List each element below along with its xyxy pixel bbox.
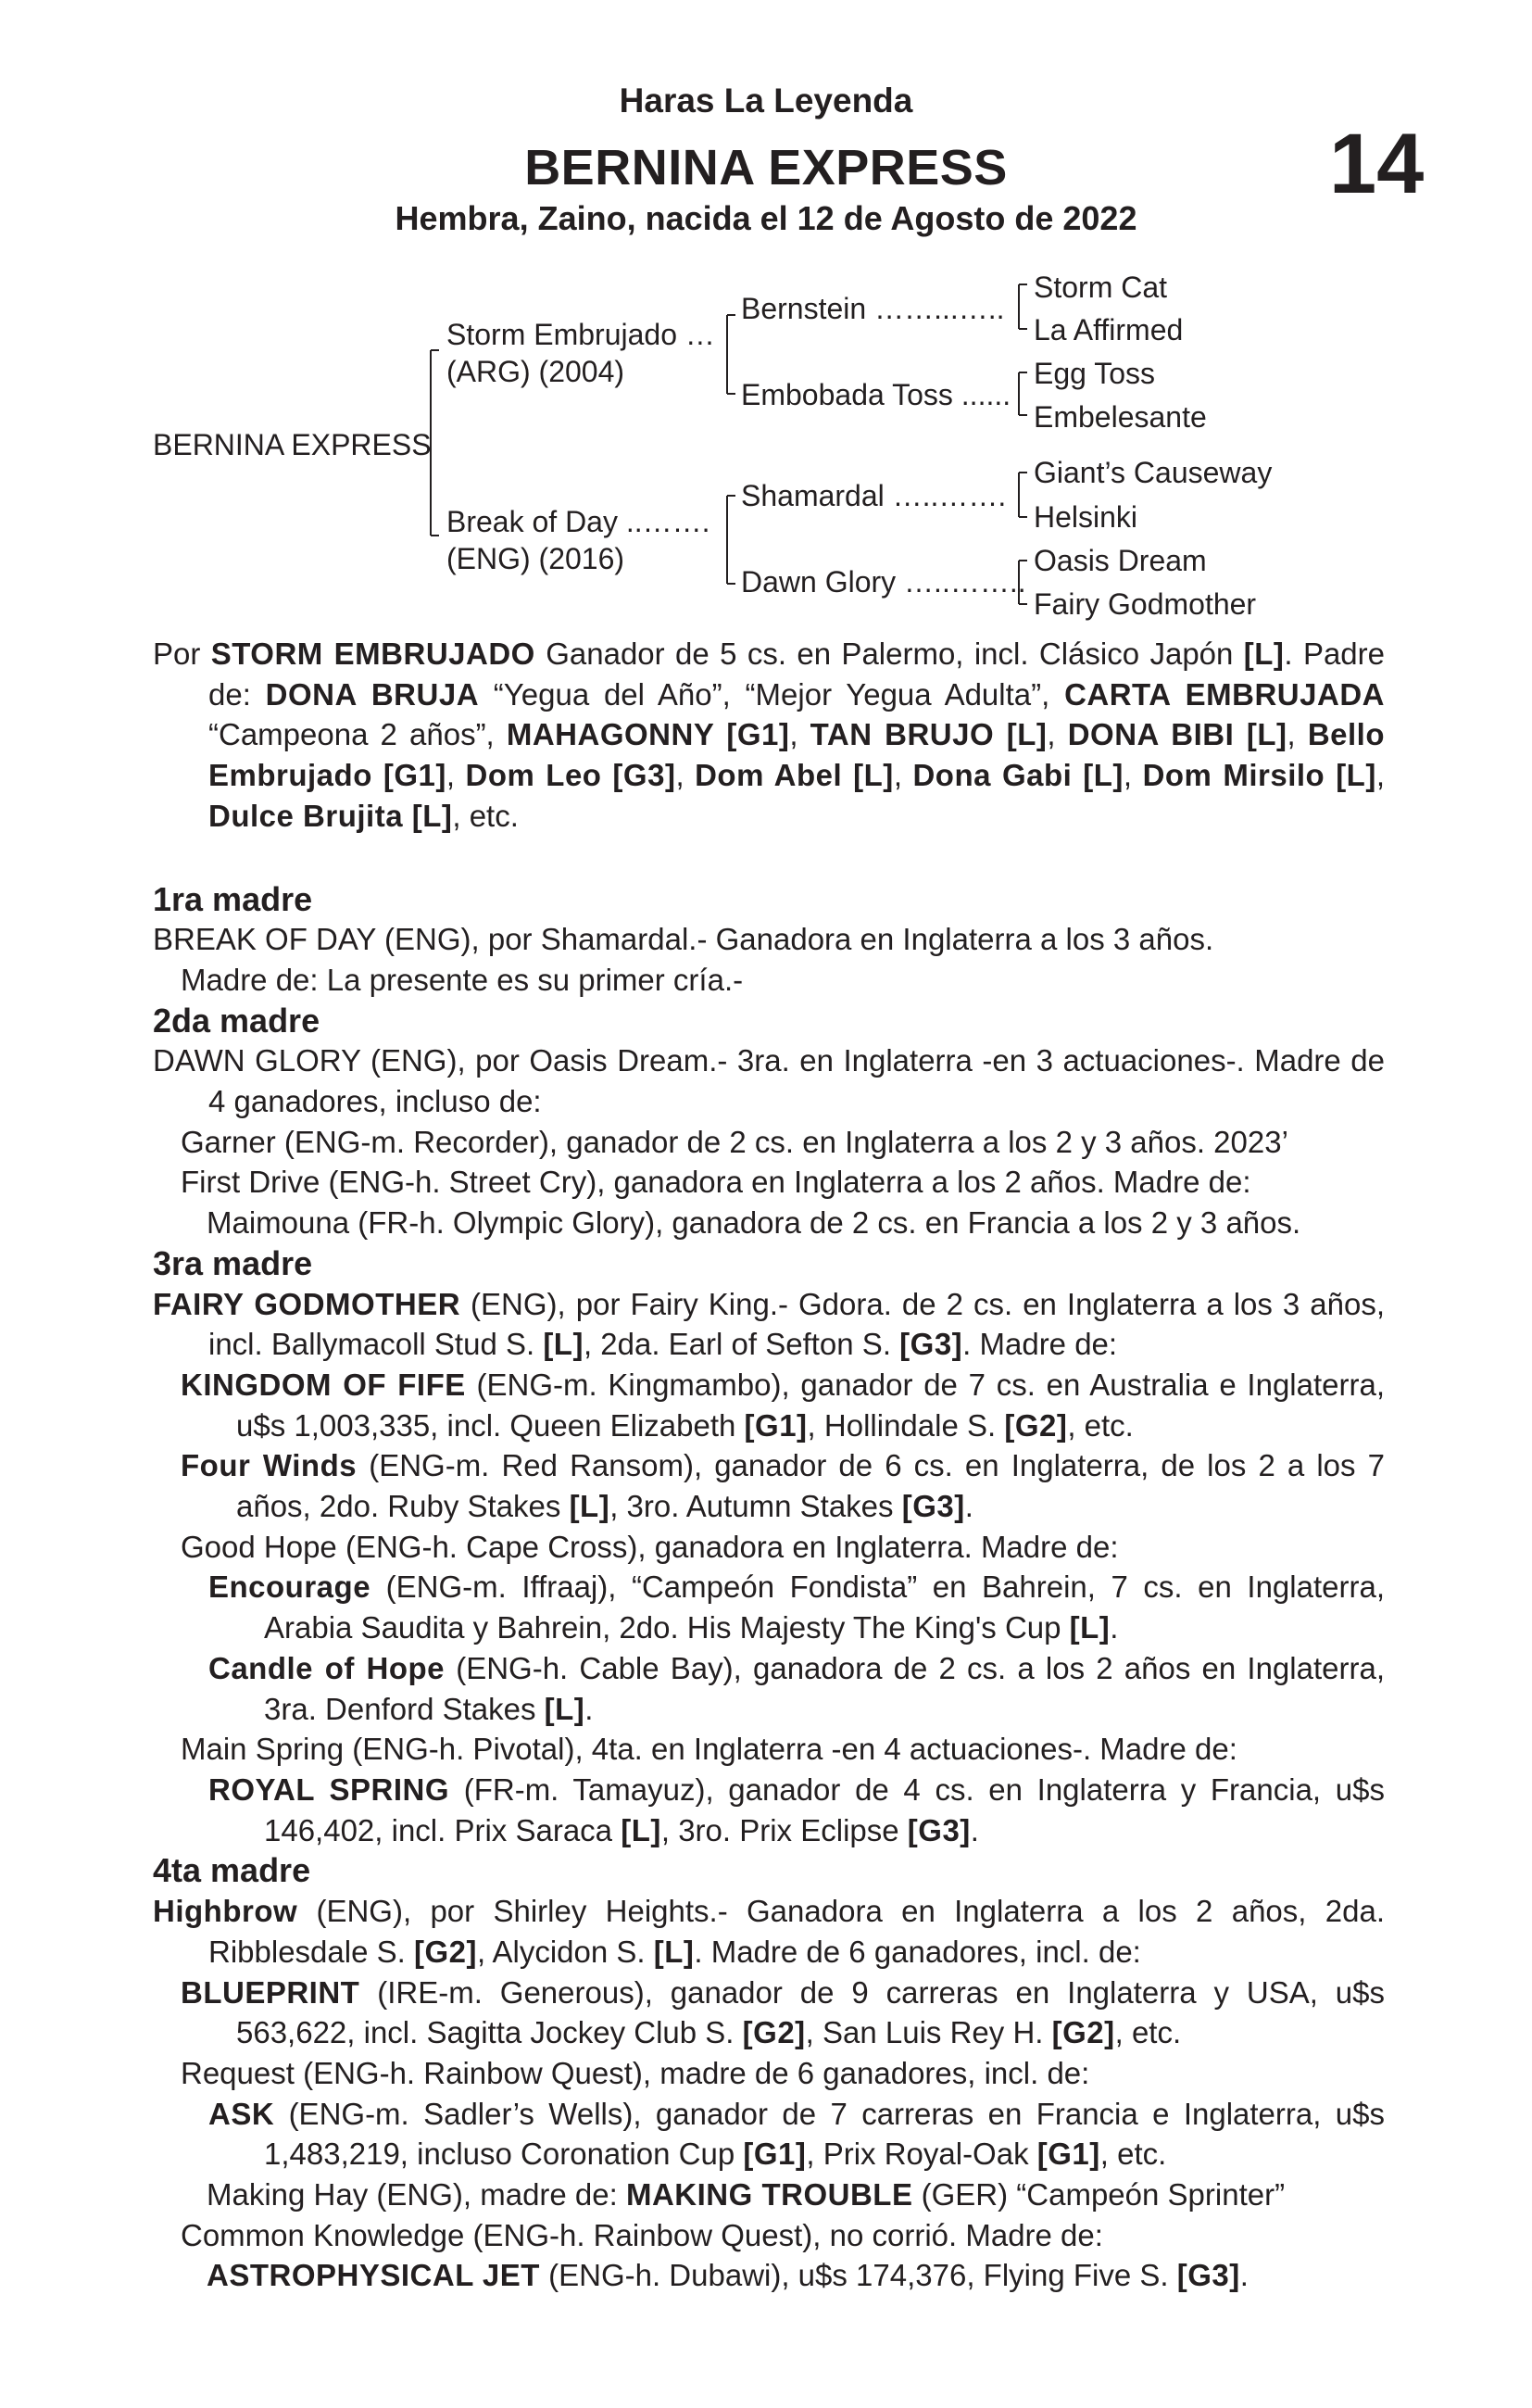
pedigree-ggp-5: Giant’s Causeway [1034, 456, 1273, 489]
pedigree-ggp-3: Egg Toss [1034, 357, 1156, 390]
pedigree-ggp-8: Fairy Godmother [1034, 587, 1257, 621]
m4-f: Common Knowledge (ENG-h. Rainbow Quest), no corrió. Madre de: [181, 2217, 1103, 2252]
m1-line2: Madre de: La presente es su primer cría.- [181, 962, 744, 997]
m3-a: FAIRY GODMOTHER (ENG), por Fairy King.- Gdora. de 2 cs. en Inglaterra a los 3 años, incl. Ballymacoll Stud S. [L], 2da. Earl of Sefton S. [G3]. Madre de: [153, 1286, 1386, 1362]
m3-c: Four Winds (ENG-m. Red Ransom), ganador de 6 cs. en Inglaterra, de los 2 a los 7 años, 2do. Ruby Stakes [L], 3ro. Autumn Stakes [G3]. [181, 1448, 1385, 1524]
m1-line1: BREAK OF DAY (ENG), por Shamardal.- Ganadora en Inglaterra a los 3 años. [153, 922, 1214, 957]
m4-c: Request (ENG-h. Rainbow Quest), madre de 6 ganadores, incl. de: [181, 2055, 1090, 2090]
heading-2da-madre: 2da madre [153, 1001, 320, 1040]
horse-description: Hembra, Zaino, nacida el 12 de Agosto de 2022 [395, 199, 1137, 237]
pedigree-sire: Storm Embrujado … [446, 318, 715, 351]
pedigree-ggp-2: La Affirmed [1034, 313, 1184, 347]
m2-p4: Maimouna (FR-h. Olympic Glory), ganadora de 2 cs. en Francia a los 2 y 3 años. [207, 1205, 1301, 1241]
pedigree-sire-origin: (ARG) (2004) [446, 355, 625, 388]
pedigree-ggp-1: Storm Cat [1034, 271, 1168, 304]
horse-name-title: BERNINA EXPRESS [524, 140, 1008, 195]
pedigree-dam-sire: Shamardal …..……. [741, 479, 1007, 512]
pedigree-dam: Break of Day ..……. [446, 505, 710, 538]
heading-4ta-madre: 4ta madre [153, 1851, 311, 1890]
m2-p3: First Drive (ENG-h. Street Cry), ganadora en Inglaterra a los 2 años. Madre de: [181, 1165, 1251, 1200]
m3-g: Main Spring (ENG-h. Pivotal), 4ta. en Inglaterra -en 4 actuaciones-. Madre de: [181, 1732, 1237, 1767]
m3-f: Candle of Hope (ENG-h. Cable Bay), ganadora de 2 cs. a los 2 años en Inglaterra, 3ra. Denford Stakes [L]. [208, 1650, 1385, 1726]
m2-p2: Garner (ENG-m. Recorder), ganador de 2 cs. en Inglaterra a los 2 y 3 años. 2023’ [181, 1124, 1288, 1159]
m3-d: Good Hope (ENG-h. Cape Cross), ganadora en Inglaterra. Madre de: [181, 1529, 1119, 1564]
m2-p1: DAWN GLORY (ENG), por Oasis Dream.- 3ra. en Inglaterra -en 3 actuaciones-. Madre de 4 ganadores, incluso de: [153, 1043, 1385, 1119]
lot-number: 14 [1329, 117, 1425, 211]
pedigree-ggp-7: Oasis Dream [1034, 544, 1207, 577]
m4-g: ASTROPHYSICAL JET (ENG-h. Dubawi), u$s 174,376, Flying Five S. [G3]. [207, 2258, 1249, 2293]
pedigree-subject: BERNINA EXPRESS [153, 428, 432, 461]
m3-b: KINGDOM OF FIFE (ENG-m. Kingmambo), ganador de 7 cs. en Australia e Inglaterra, u$s 1,003,335, incl. Queen Elizabeth [G1], Hollindale S. [G2], etc. [181, 1367, 1385, 1443]
m4-d: ASK (ENG-m. Sadler’s Wells), ganador de 7 carreras en Francia e Inglaterra, u$s 1,483,219, incluso Coronation Cup [G1], Prix Royal-Oak [G1], etc. [208, 2096, 1385, 2172]
m3-e: Encourage (ENG-m. Iffraaj), “Campeón Fondista” en Bahrein, 7 cs. en Inglaterra, Arabia Saudita y Bahrein, 2do. His Majesty The King's Cup [L]. [208, 1570, 1385, 1645]
catalog-body [153, 634, 1385, 2296]
m4-b: BLUEPRINT (IRE-m. Generous), ganador de 9 carreras en Inglaterra y USA, u$s 563,622, incl. Sagitta Jockey Club S. [G2], San Luis Rey H. [G2], etc. [181, 1974, 1385, 2050]
pedigree-dam-dam: Dawn Glory …..…….. [741, 565, 1026, 599]
pedigree-dam-origin: (ENG) (2016) [446, 542, 625, 575]
farm-name: Haras La Leyenda [619, 82, 913, 120]
sire-paragraph: Por STORM EMBRUJADO Ganador de 5 cs. en Palermo, incl. Clásico Japón [L]. Padre de: DONA BRUJA “Yegua del Año”, “Mejor Yegua Adulta”, CARTA EMBRUJADA “Campeona 2 años”, MAHAGONNY [G1], TAN BRUJO [L], DONA BIBI [L], Bello Embrujado [G1], Dom Leo [G3], Dom Abel [L], Dona Gabi [L], Dom Mirsilo [L], Dulce Brujita [L], etc. [153, 637, 1386, 833]
heading-1ra-madre: 1ra madre [153, 879, 313, 918]
m4-a: Highbrow (ENG), por Shirley Heights.- Ganadora en Inglaterra a los 2 años, 2da. Ribblesdale S. [G2], Alycidon S. [L]. Madre de 6 ganadores, incl. de: [153, 1894, 1385, 1969]
pedigree-sire-sire: Bernstein ……...….. [741, 292, 1005, 325]
m3-h: ROYAL SPRING (FR-m. Tamayuz), ganador de 4 cs. en Inglaterra y Francia, u$s 146,402, incl. Prix Saraca [L], 3ro. Prix Eclipse [G3]. [208, 1771, 1385, 1847]
pedigree-sire-dam: Embobada Toss ...... [741, 378, 1011, 411]
heading-3ra-madre: 3ra madre [153, 1243, 313, 1282]
pedigree-ggp-4: Embelesante [1034, 400, 1207, 434]
pedigree-ggp-6: Helsinki [1034, 500, 1138, 534]
m4-e: Making Hay (ENG), madre de: MAKING TROUBLE (GER) “Campeón Sprinter” [207, 2177, 1286, 2213]
